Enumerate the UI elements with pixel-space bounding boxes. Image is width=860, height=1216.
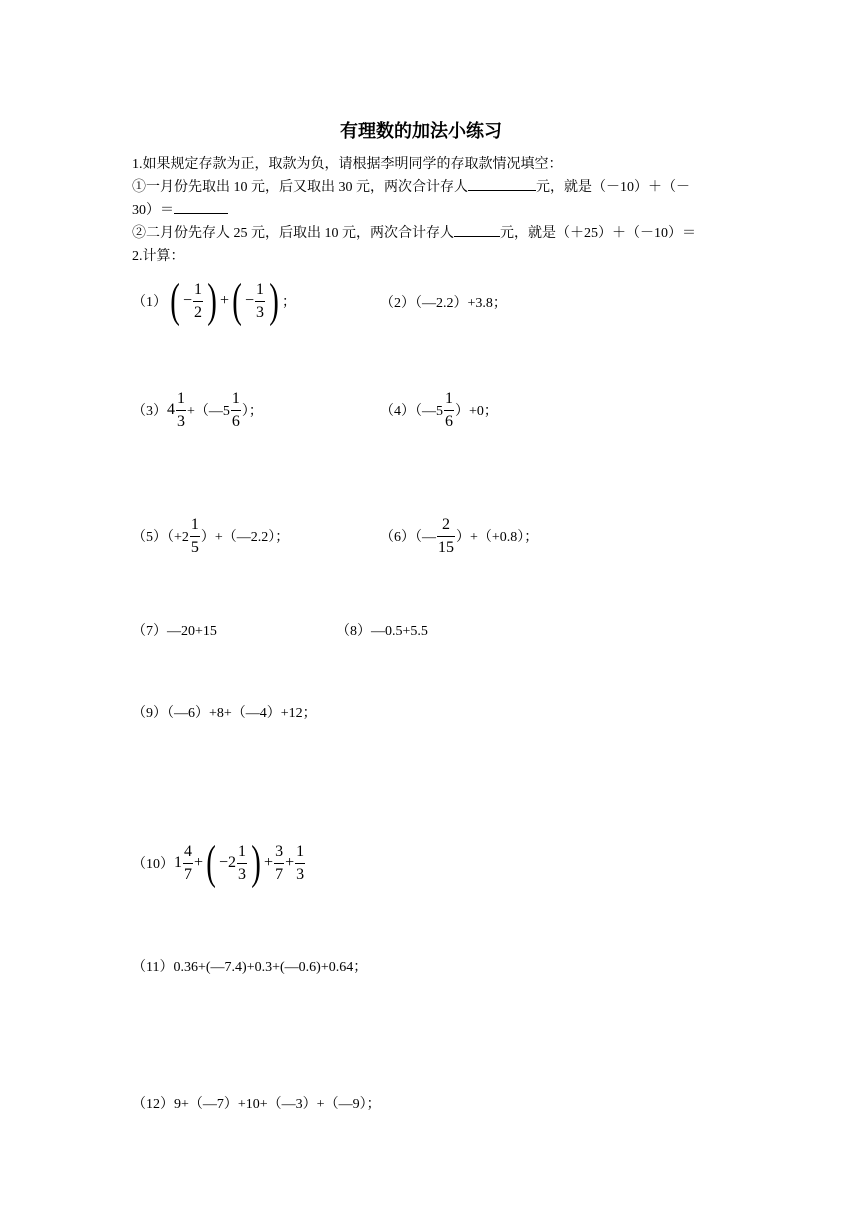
item-5-end: ）+（—2.2）； xyxy=(200,530,290,545)
open-paren: ( xyxy=(206,836,216,889)
q1-a-blank2[interactable] xyxy=(174,201,228,214)
plus-sign: + xyxy=(285,854,295,871)
item-3-label: （3） xyxy=(132,404,167,419)
open-paren: ( xyxy=(232,274,242,327)
minus-sign: − xyxy=(245,292,255,309)
plus-sign: + xyxy=(194,854,204,871)
whole-number: 4 xyxy=(167,401,175,418)
fraction: $\frac{1}{3}$ xyxy=(238,842,247,883)
plus-sign: + xyxy=(220,292,230,309)
close-paren: ) xyxy=(251,836,261,889)
item-3-mid: +（—5 xyxy=(187,404,230,419)
item-10-label: （10） xyxy=(132,857,174,872)
item-1-end: ； xyxy=(282,295,297,310)
fraction: $\frac{2}{15}$ xyxy=(438,515,454,556)
item-7: （7）—20+15 xyxy=(132,624,217,639)
item-2: （2）（—2.2）+3.8； xyxy=(380,296,507,311)
q1-a-text3: 30）＝ xyxy=(132,203,174,218)
q1-a-text1: ①一月份先取出 10 元，后又取出 30 元，两次合计存人 xyxy=(132,180,468,195)
item-3-end: ）； xyxy=(241,404,263,419)
item-5 xyxy=(132,514,289,558)
fraction: $\frac{1}{2}$ xyxy=(194,280,203,321)
fraction: $\frac{1}{5}$ xyxy=(190,515,199,556)
fraction: $\frac{1}{3}$ xyxy=(177,389,185,430)
item-3 xyxy=(132,388,263,432)
close-paren: ) xyxy=(269,274,279,327)
item-4-label: （4）（—5 xyxy=(380,404,443,419)
q1-a-blank1[interactable] xyxy=(468,178,536,191)
close-paren: ) xyxy=(207,274,217,327)
q1-a-line1 xyxy=(132,176,690,196)
fraction: $\frac{3}{7}$ xyxy=(275,842,284,883)
minus-sign: − xyxy=(219,854,229,871)
item-6 xyxy=(380,514,538,558)
item-4-end: ）+0； xyxy=(455,404,498,419)
page-title: 有理数的加法小练习 xyxy=(340,121,502,142)
q1-b-text1: ②二月份先存人 25 元，后取出 10 元，两次合计存人 xyxy=(132,226,454,241)
item-1 xyxy=(132,276,296,326)
q2-label: 2.计算： xyxy=(132,249,185,264)
minus-sign: − xyxy=(182,292,193,309)
item-6-label: （6）（— xyxy=(380,530,436,545)
fraction: $\frac{1}{6}$ xyxy=(231,389,240,430)
q1-b-line xyxy=(132,222,696,242)
item-11: （11）0.36+(—7.4)+0.3+(—0.6)+0.64； xyxy=(132,960,368,975)
open-paren: ( xyxy=(170,274,180,327)
item-8: （8）—0.5+5.5 xyxy=(336,624,428,639)
item-12: （12）9+（—7）+10+（—3）+（—9）； xyxy=(132,1097,381,1112)
item-1-label: （1） xyxy=(132,295,167,310)
fraction: $\frac{1}{3}$ xyxy=(256,280,265,321)
q1-intro: 1.如果规定存款为正，取款为负，请根据李明同学的存取款情况填空： xyxy=(132,157,563,172)
fraction: $\frac{1}{3}$ xyxy=(296,842,305,883)
fraction: $\frac{4}{7}$ xyxy=(184,842,192,883)
fraction: $\frac{1}{6}$ xyxy=(445,389,453,430)
item-4 xyxy=(380,388,498,432)
item-5-label: （5）（+2 xyxy=(132,530,189,545)
q1-a-line2 xyxy=(132,199,228,219)
q1-b-blank[interactable] xyxy=(454,224,500,237)
item-10 xyxy=(132,838,306,888)
item-6-end: ）+（+0.8）； xyxy=(456,530,539,545)
whole-number: 2 xyxy=(228,854,237,871)
item-9: （9）（—6）+8+（—4）+12； xyxy=(132,706,317,721)
plus-sign: + xyxy=(264,854,274,871)
q1-b-text2: 元，就是（＋25）＋（－10）＝ xyxy=(500,226,696,241)
q1-a-text2: 元，就是（－10）＋（－ xyxy=(536,180,690,195)
whole-number: 1 xyxy=(174,854,182,871)
